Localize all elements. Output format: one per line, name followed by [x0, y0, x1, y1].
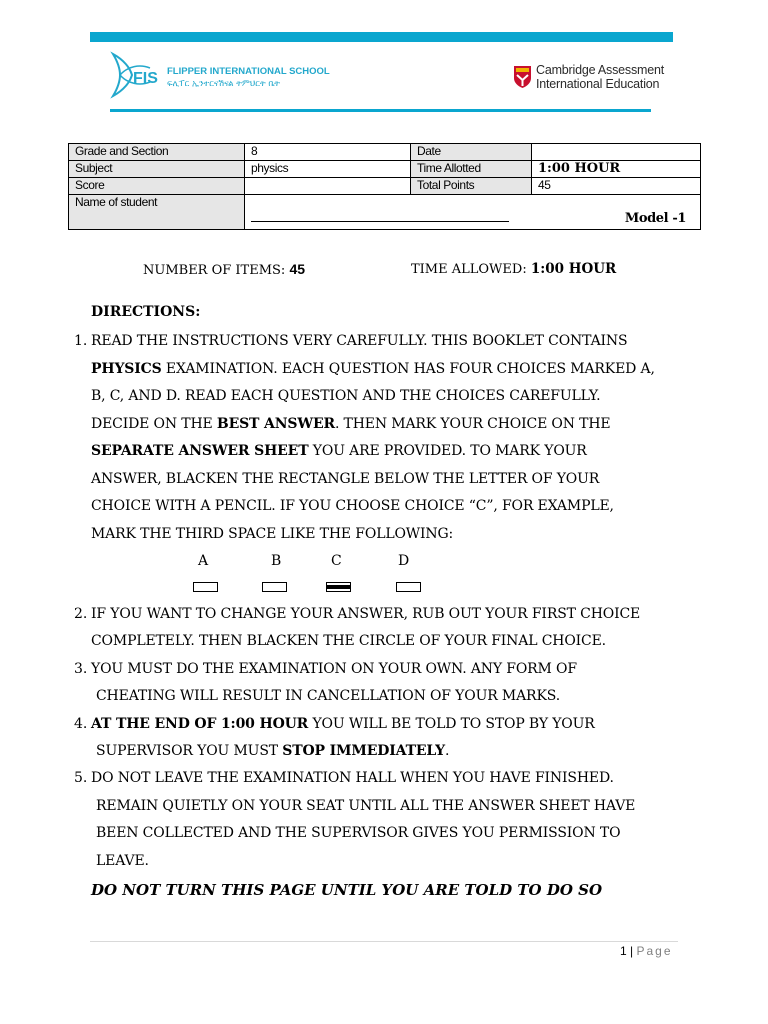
direction-5-line-3: BEEN COLLECTED AND THE SUPERVISOR GIVES YOU PERMISSION TO — [96, 825, 621, 841]
direction-4-line-1: AT THE END OF 1:00 HOUR YOU WILL BE TOLD TO STOP BY YOUR — [91, 716, 595, 732]
page-number-value: 1 — [620, 944, 627, 958]
choice-label-b: B — [271, 553, 282, 569]
score-label: Score — [69, 178, 245, 195]
subject-value[interactable]: physics — [245, 161, 411, 178]
student-name-field[interactable] — [245, 195, 701, 230]
subject-label: Subject — [69, 161, 245, 178]
time-allotted-label: Time Allotted — [411, 161, 532, 178]
number-of-items: NUMBER OF ITEMS: 45 — [143, 261, 306, 278]
direction-5-line-4: LEAVE. — [96, 853, 149, 869]
total-points-label: Total Points — [411, 178, 532, 195]
time-allotted-value[interactable]: 1:00 HOUR — [532, 161, 701, 178]
direction-3-number: 3. — [74, 661, 88, 677]
score-value[interactable] — [245, 178, 411, 195]
direction-3-line-2: CHEATING WILL RESULT IN CANCELLATION OF YOUR MARKS. — [96, 688, 561, 704]
footer-line — [90, 941, 678, 942]
cambridge-line-1: Cambridge Assessment — [536, 63, 665, 77]
answer-box-b — [262, 582, 287, 592]
choice-label-a: A — [198, 553, 209, 569]
answer-box-c-filled — [326, 582, 351, 592]
cambridge-logo — [513, 63, 673, 93]
direction-5-number: 5. — [74, 770, 88, 786]
number-of-items-value: 45 — [289, 261, 306, 277]
page-number-separator: | — [630, 944, 634, 958]
school-name-amharic: ፍሊፐር ኢንተርናሽናል ትምህርት ቤት — [167, 79, 280, 89]
direction-5-line-1: DO NOT LEAVE THE EXAMINATION HALL WHEN YOU HAVE FINISHED. — [91, 770, 614, 786]
direction-1-line-1: READ THE INSTRUCTIONS VERY CAREFULLY. THIS BOOKLET CONTAINS — [91, 333, 628, 349]
answer-box-a — [193, 582, 218, 592]
grade-value[interactable]: 8 — [245, 144, 411, 161]
final-warning: DO NOT TURN THIS PAGE UNTIL YOU ARE TOLD TO DO SO — [91, 881, 603, 899]
direction-1-line-4: DECIDE ON THE BEST ANSWER. THEN MARK YOUR CHOICE ON THE — [91, 416, 611, 432]
time-allowed: TIME ALLOWED: 1:00 HOUR — [411, 261, 617, 277]
direction-2-number: 2. — [74, 606, 88, 622]
school-name-english: FLIPPER INTERNATIONAL SCHOOL — [167, 66, 330, 77]
direction-1-line-5: SEPARATE ANSWER SHEET YOU ARE PROVIDED. TO MARK YOUR — [91, 443, 587, 459]
choice-label-d: D — [398, 553, 410, 569]
direction-1-line-7: CHOICE WITH A PENCIL. IF YOU CHOOSE CHOICE “C”, FOR EXAMPLE, — [91, 498, 614, 514]
svg-text:FIS: FIS — [133, 70, 158, 87]
header-underline — [110, 109, 651, 112]
directions-heading: DIRECTIONS: — [91, 304, 201, 320]
direction-5-line-2: REMAIN QUIETLY ON YOUR SEAT UNTIL ALL THE ANSWER SHEET HAVE — [96, 798, 636, 814]
direction-2-line-2: COMPLETELY. THEN BLACKEN THE CIRCLE OF YOUR FINAL CHOICE. — [91, 633, 606, 649]
time-allowed-value: 1:00 HOUR — [530, 261, 617, 277]
page-word: Page — [636, 944, 673, 958]
direction-1-line-8: MARK THE THIRD SPACE LIKE THE FOLLOWING: — [91, 526, 454, 542]
total-points-value[interactable]: 45 — [532, 178, 701, 195]
grade-label: Grade and Section — [69, 144, 245, 161]
direction-3-line-1: YOU MUST DO THE EXAMINATION ON YOUR OWN. ANY FORM OF — [91, 661, 577, 677]
cambridge-line-2: International Education — [536, 77, 660, 91]
model-label: Model -1 — [624, 211, 686, 226]
page-number — [620, 944, 673, 958]
fis-fish-logo-icon — [110, 50, 162, 100]
direction-1-number: 1. — [74, 333, 88, 349]
school-logo — [110, 50, 330, 102]
direction-1-line-3: B, C, AND D. READ EACH QUESTION AND THE CHOICES CAREFULLY. — [91, 388, 601, 404]
student-info-table — [68, 143, 701, 230]
direction-1-line-2: PHYSICS EXAMINATION. EACH QUESTION HAS FOUR CHOICES MARKED A, — [91, 361, 655, 377]
student-name-label: Name of student — [69, 195, 245, 230]
date-value[interactable] — [532, 144, 701, 161]
direction-4-line-2: SUPERVISOR YOU MUST STOP IMMEDIATELY. — [96, 743, 450, 759]
header-top-bar — [90, 32, 673, 42]
direction-4-number: 4. — [74, 716, 88, 732]
direction-2-line-1: IF YOU WANT TO CHANGE YOUR ANSWER, RUB OUT YOUR FIRST CHOICE — [91, 606, 641, 622]
date-label: Date — [411, 144, 532, 161]
answer-box-d — [396, 582, 421, 592]
choice-label-c: C — [331, 553, 342, 569]
student-name-blank-line — [251, 221, 509, 222]
direction-1-line-6: ANSWER, BLACKEN THE RECTANGLE BELOW THE LETTER OF YOUR — [91, 471, 600, 487]
cambridge-shield-icon — [513, 65, 532, 89]
